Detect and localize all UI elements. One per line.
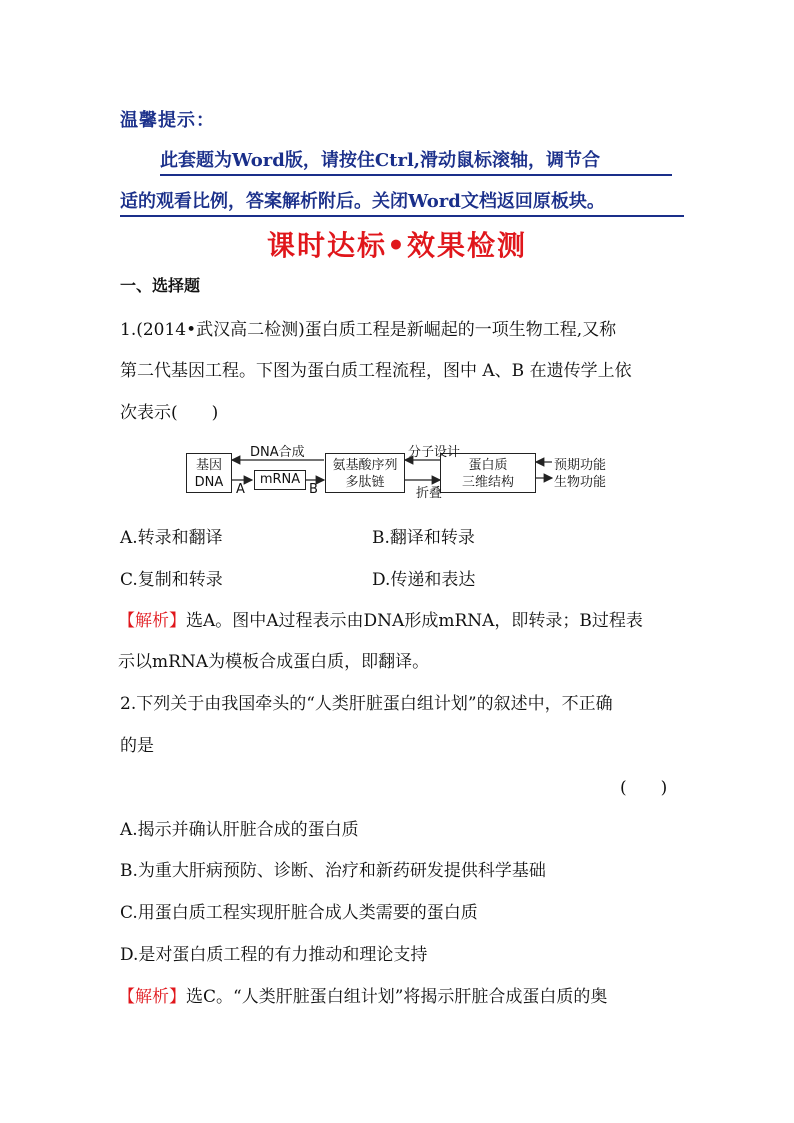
- analysis-text: 选C。“人类肝脏蛋白组计划”将揭示肝脏合成蛋白质的奥: [186, 987, 608, 1007]
- amino-acid-label: 氨基酸序列: [332, 458, 398, 473]
- structure-label: 三维结构: [461, 475, 514, 490]
- dna-synthesis-label: DNA合成: [250, 445, 305, 460]
- arrow-a-label: A: [236, 482, 245, 497]
- analysis-1-line-1: [118, 606, 643, 631]
- question-1-line-2: 第二代基因工程。下图为蛋白质工程流程，图中 A、B 在遗传学上依: [120, 361, 632, 381]
- question-2-line-1: 2.下列关于由我国牵头的“人类肝脏蛋白组计划”的叙述中，不正确: [120, 694, 613, 714]
- q2-option-a: A.揭示并确认肝脏合成的蛋白质: [120, 820, 359, 840]
- question-1-line-3: 次表示( ): [120, 403, 219, 423]
- answer-blank: ( ): [620, 778, 668, 798]
- question-1-line-1: 1.(2014•武汉高二检测)蛋白质工程是新崛起的一项生物工程,又称: [120, 320, 617, 340]
- molecular-design-label: 分子设计: [408, 445, 461, 460]
- arrow-b-label: B: [309, 482, 318, 497]
- q2-option-d: D.是对蛋白质工程的有力推动和理论支持: [120, 945, 428, 965]
- amino-acid-box: [325, 453, 405, 493]
- polypeptide-label: 多肽链: [345, 475, 385, 490]
- expected-function-label: 预期功能: [554, 458, 607, 473]
- mrna-box: [254, 470, 306, 490]
- analysis-text: 选A。图中A过程表示由DNA形成mRNA，即转录；B过程表: [186, 611, 643, 631]
- option-a: A.转录和翻译: [120, 528, 223, 548]
- mrna-label: mRNA: [259, 472, 301, 487]
- biological-function-label: 生物功能: [554, 475, 607, 490]
- protein-engineering-diagram: [184, 440, 644, 502]
- tip-line-1: 此套题为Word版，请按住Ctrl,滑动鼠标滚轴，调节合: [160, 146, 672, 176]
- section-heading: 一、选择题: [120, 276, 201, 295]
- option-b: B.翻译和转录: [372, 528, 475, 548]
- analysis-tag: 【解析】: [118, 987, 186, 1007]
- option-d: D.传递和表达: [372, 570, 476, 590]
- tip-line-2: 适的观看比例，答案解析附后。关闭Word文档返回原板块。: [120, 187, 684, 217]
- analysis-2-line-1: [118, 982, 607, 1007]
- gene-dna-box: [186, 453, 232, 493]
- option-c: C.复制和转录: [120, 570, 223, 590]
- analysis-tag: 【解析】: [118, 611, 186, 631]
- protein-label: 蛋白质: [468, 458, 508, 473]
- page-title: 课时达标•效果检测: [267, 229, 527, 262]
- analysis-1-line-2: 示以mRNA为模板合成蛋白质，即翻译。: [118, 652, 430, 672]
- q2-option-c: C.用蛋白质工程实现肝脏合成人类需要的蛋白质: [120, 903, 478, 923]
- fold-label: 折叠: [416, 486, 443, 501]
- gene-label: 基因: [195, 458, 222, 473]
- q2-option-b: B.为重大肝病预防、诊断、治疗和新药研发提供科学基础: [120, 861, 546, 881]
- dna-label: DNA: [194, 475, 224, 490]
- question-2-line-2: 的是: [120, 736, 154, 756]
- tip-title: 温馨提示：: [120, 110, 215, 131]
